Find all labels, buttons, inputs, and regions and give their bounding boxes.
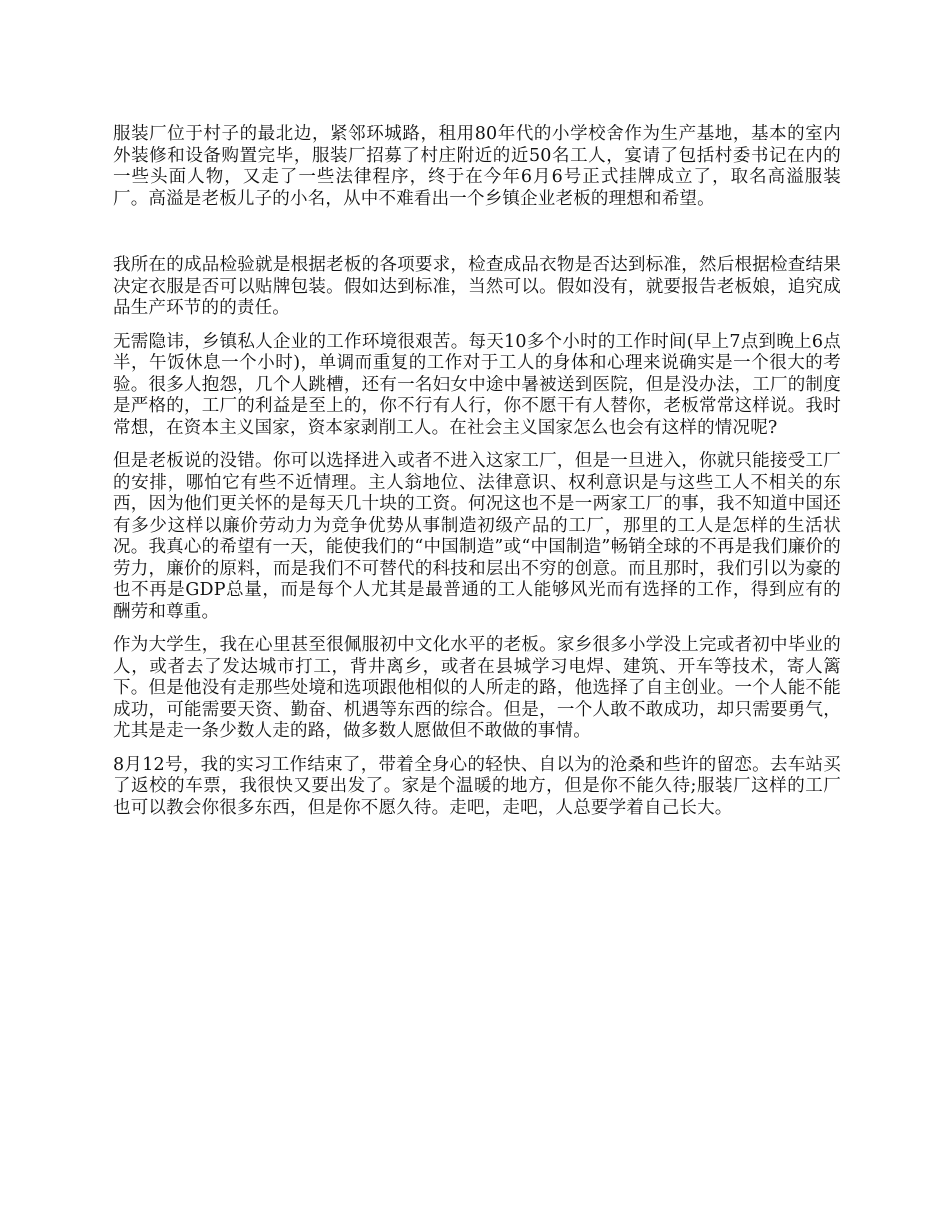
- paragraph-6: 8月12号，我的实习工作结束了，带着全身心的轻快、自以为的沧桑和些许的留恋。去车站买了返校的车票，我很快又要出发了。家是个温暖的地方，但是你不能久待;服装厂这样的工厂也可以教会你很多东西，但是你不愿久待。走吧，走吧，人总要学着自己长大。: [113, 754, 841, 818]
- paragraph-5: 作为大学生，我在心里甚至很佩服初中文化水平的老板。家乡很多小学没上完或者初中毕业的人，或者去了发达城市打工，背井离乡，或者在县城学习电焊、建筑、开车等技术，寄人篱下。但是他没有走那些处境和选项跟他相似的人所走的路，他选择了自主创业。一个人能不能成功，可能需要天资、勤奋、机遇等东西的综合。但是，一个人敢不敢成功，却只需要勇气，尤其是走一条少数人走的路，做多数人愿做但不敢做的事情。: [113, 635, 841, 741]
- document-body: [113, 124, 841, 831]
- paragraph-gap: [113, 222, 841, 255]
- paragraph-4: 但是老板说的没错。你可以选择进入或者不进入这家工厂，但是一旦进入，你就只能接受工厂的安排，哪怕它有些不近情理。主人翁地位、法律意识、权利意识是与这些工人不相关的东西，因为他们更关怀的是每天几十块的工资。何况这也不是一两家工厂的事，我不知道中国还有多少这样以廉价劳动力为竞争优势从事制造初级产品的工厂，那里的工人是怎样的生活状况。我真心的希望有一天，能使我们的“中国制造”或“中国制造”畅销全球的不再是我们廉价的劳力，廉价的原料，而是我们不可替代的科技和层出不穷的创意。而且那时，我们引以为豪的也不再是GDP总量，而是每个人尤其是最普通的工人能够风光而有选择的工作，得到应有的酬劳和尊重。: [113, 451, 841, 622]
- paragraph-3: 无需隐讳，乡镇私人企业的工作环境很艰苦。每天10多个小时的工作时间(早上7点到晚上6点半，午饭休息一个小时)，单调而重复的工作对于工人的身体和心理来说确实是一个很大的考验。很多人抱怨，几个人跳槽，还有一名妇女中途中暑被送到医院，但是没办法，工厂的制度是严格的，工厂的利益是至上的，你不行有人行，你不愿干有人替你，老板常常这样说。我时常想，在资本主义国家，资本家剥削工人。在社会主义国家怎么也会有这样的情况呢?: [113, 331, 841, 438]
- paragraph-2: 我所在的成品检验就是根据老板的各项要求，检查成品衣物是否达到标准，然后根据检查结果决定衣服是否可以贴牌包装。假如达到标准，当然可以。假如没有，就要报告老板娘，追究成品生产环节的的责任。: [113, 255, 841, 318]
- paragraph-1: 服装厂位于村子的最北边，紧邻环城路，租用80年代的小学校舍作为生产基地，基本的室内外装修和设备购置完毕，服装厂招募了村庄附近的近50名工人，宴请了包括村委书记在内的一些头面人物，又走了一些法律程序，终于在今年6月6号正式挂牌成立了，取名高溢服装厂。高溢是老板儿子的小名，从中不难看出一个乡镇企业老板的理想和希望。: [113, 124, 841, 209]
